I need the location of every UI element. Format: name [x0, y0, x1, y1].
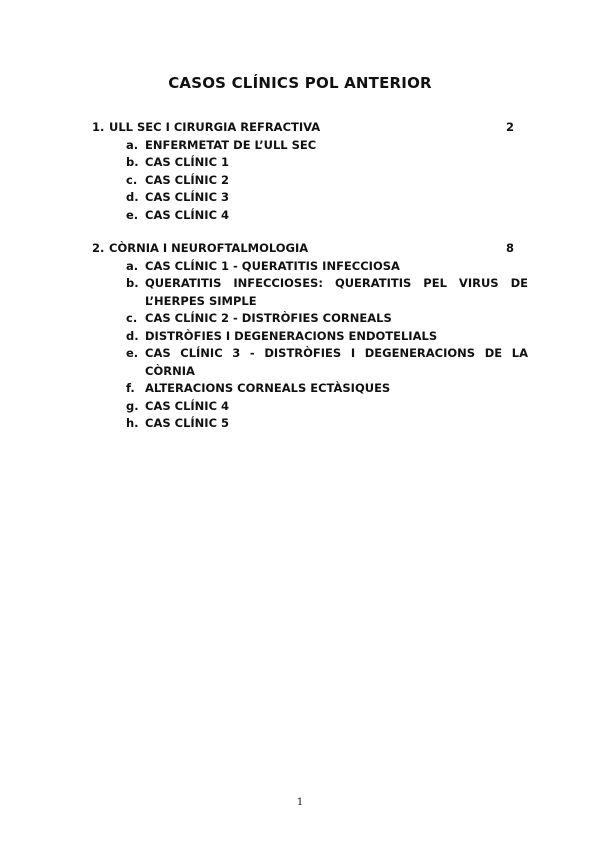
item-text: CAS CLÍNIC 2 — [145, 172, 230, 187]
item-letter: d. — [126, 190, 139, 204]
item-text: CAS CLÍNIC 2 - DISTRÒFIES CORNEALS — [145, 311, 392, 325]
item-letter: e. — [126, 346, 139, 360]
page-title: CASOS CLÍNICS POL ANTERIOR — [168, 74, 432, 92]
toc-item[interactable] — [92, 172, 528, 190]
item-text: CAS CLÍNIC 1 - QUERATITIS INFECCIOSA — [145, 258, 400, 273]
toc-item[interactable] — [92, 189, 528, 207]
item-text: DISTRÒFIES I DEGENERACIONS ENDOTELIALS — [145, 328, 438, 343]
section-page-number: 2 — [505, 120, 514, 134]
item-text: CAS CLÍNIC 3 — [145, 190, 230, 204]
toc-item[interactable] — [92, 137, 528, 155]
section-number: 1. — [92, 120, 105, 134]
section-title: ULL SEC I CIRURGIA REFRACTIVA — [109, 120, 321, 134]
item-letter: f. — [126, 381, 135, 395]
toc-item[interactable] — [92, 207, 528, 225]
item-letter: b. — [126, 155, 139, 169]
item-text: CAS CLÍNIC 4 — [145, 398, 230, 413]
toc-item[interactable] — [92, 310, 528, 328]
item-text: CAS CLÍNIC 4 — [145, 207, 230, 222]
toc-item[interactable] — [92, 398, 528, 416]
toc-section-2 — [92, 240, 528, 433]
item-text: CAS CLÍNIC 1 — [145, 155, 230, 169]
section-page-number: 8 — [505, 241, 514, 255]
toc-item[interactable] — [92, 345, 528, 380]
toc-item[interactable] — [92, 275, 528, 310]
toc-item-list — [92, 137, 528, 225]
toc-item[interactable] — [92, 258, 528, 276]
item-letter: a. — [126, 258, 139, 273]
toc-item-list — [92, 258, 528, 433]
toc-item[interactable] — [92, 415, 528, 433]
item-letter: c. — [126, 172, 138, 187]
section-title: CÒRNIA I NEUROFTALMOLOGIA — [109, 241, 309, 255]
item-text: ENFERMETAT DE L’ULL SEC — [145, 137, 317, 152]
toc-item[interactable] — [92, 380, 528, 398]
toc-item[interactable] — [92, 328, 528, 346]
toc-section-heading[interactable] — [92, 119, 528, 137]
toc-section-1 — [92, 119, 528, 224]
item-letter: b. — [126, 276, 139, 290]
toc-item[interactable] — [92, 154, 528, 172]
item-letter: e. — [126, 207, 139, 222]
section-number: 2. — [92, 241, 105, 255]
item-letter: d. — [126, 328, 139, 343]
item-letter: g. — [126, 398, 139, 413]
item-text: QUERATITIS INFECCIOSES: QUERATITIS PEL VIRUS DE L’HERPES SIMPLE — [145, 276, 528, 308]
item-letter: c. — [126, 311, 138, 325]
item-text: CAS CLÍNIC 5 — [145, 416, 230, 430]
toc-section-heading[interactable] — [92, 240, 528, 258]
item-letter: h. — [126, 416, 139, 430]
item-letter: a. — [126, 137, 139, 152]
item-text: ALTERACIONS CORNEALS ECTÀSIQUES — [145, 381, 391, 395]
item-text: CAS CLÍNIC 3 - DISTRÒFIES I DEGENERACIONS DE LA CÒRNIA — [145, 346, 528, 378]
page-number: 1 — [296, 797, 304, 808]
